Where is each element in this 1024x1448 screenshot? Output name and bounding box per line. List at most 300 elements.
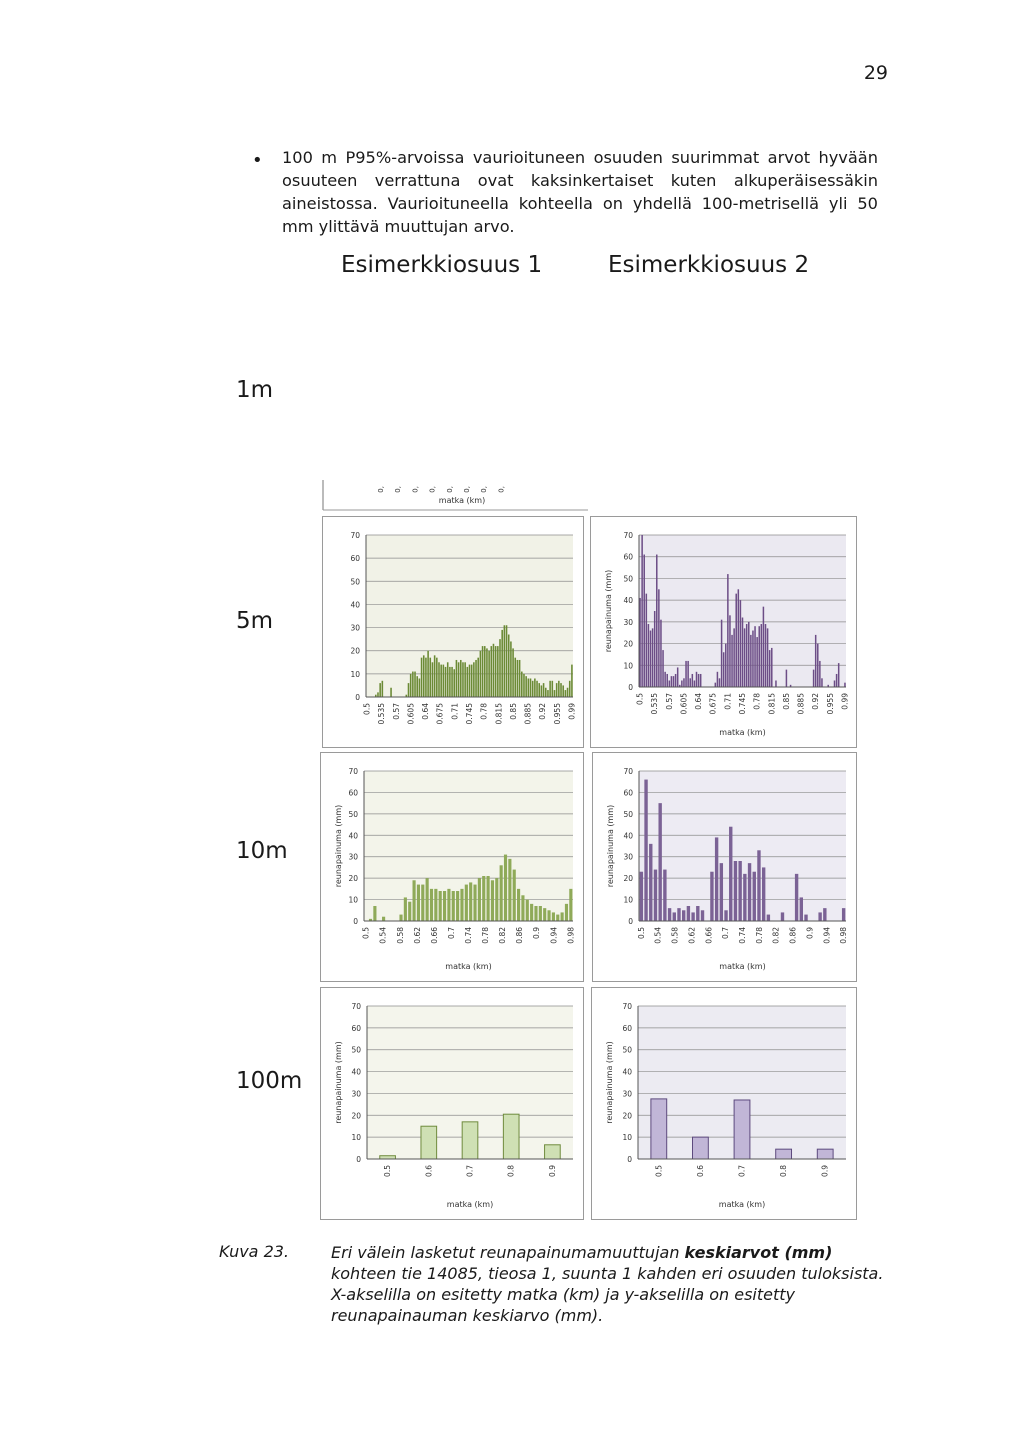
chart-frame-100m-osuus1 [320, 987, 584, 1220]
y-tick-label: 0 [628, 683, 633, 692]
bar [421, 658, 423, 697]
bar [752, 631, 754, 687]
x-tick-label: 0.99 [567, 703, 577, 720]
bar [762, 867, 765, 921]
bar [734, 861, 737, 921]
page-number: 29 [863, 62, 888, 84]
bar [493, 644, 495, 697]
y-tick-label: 30 [351, 1089, 361, 1099]
bar [484, 646, 486, 697]
bar [495, 646, 497, 697]
bar [430, 889, 433, 921]
bar [408, 902, 411, 921]
bar [640, 872, 643, 921]
bar [521, 895, 524, 921]
bar [763, 607, 765, 687]
bar [447, 889, 450, 921]
y-tick-label: 40 [623, 831, 633, 841]
bar [646, 594, 648, 687]
bar [781, 912, 784, 921]
x-tick-label: 0.7 [737, 1165, 747, 1177]
x-tick-label: 0.82 [498, 927, 508, 944]
bar [729, 615, 731, 687]
bar [549, 681, 551, 697]
x-tick-label: 0.5 [361, 927, 371, 939]
y-tick-label: 60 [623, 552, 633, 562]
bar [734, 1100, 750, 1159]
bar [439, 891, 442, 921]
bar [689, 678, 691, 687]
bar [517, 889, 520, 921]
bar [545, 1145, 561, 1159]
bar [776, 1149, 792, 1159]
y-tick-label: 60 [623, 788, 633, 798]
bar [817, 1149, 833, 1159]
bar [662, 650, 664, 687]
bar [754, 626, 756, 687]
y-axis-label: reunapainuma (mm) [605, 1041, 614, 1124]
x-tick-label: 0.98 [839, 927, 849, 944]
x-tick-label: 0.78 [754, 927, 764, 944]
bar [569, 681, 571, 697]
bar [491, 646, 493, 697]
bar [668, 908, 671, 921]
bar [644, 780, 647, 921]
x-tick-label: 0.98 [566, 927, 576, 944]
y-tick-label: 20 [622, 1111, 632, 1121]
bar [443, 665, 445, 697]
x-tick-label: 0.57 [391, 703, 401, 720]
y-tick-label: 50 [623, 809, 633, 819]
row-label-10m: 10m [236, 838, 288, 864]
partial-x-tick-label: 0, [428, 486, 437, 493]
row-label-5m: 5m [236, 608, 274, 634]
bar [675, 674, 677, 687]
bar [558, 681, 560, 697]
bar [379, 683, 381, 697]
x-tick-label: 0.6 [424, 1165, 434, 1177]
column-header-2: Esimerkkiosuus 2 [608, 252, 810, 278]
bar [419, 678, 421, 697]
bar [390, 688, 392, 697]
bar [427, 651, 429, 697]
bar [746, 624, 748, 687]
bar [478, 878, 481, 921]
x-tick-label: 0.66 [704, 927, 714, 944]
bar [513, 870, 516, 921]
chart-5m-osuus1 [323, 517, 583, 747]
bar [698, 674, 700, 687]
x-tick-label: 0.8 [779, 1165, 789, 1177]
bar [556, 683, 558, 697]
y-tick-label: 30 [350, 623, 360, 633]
bar [639, 598, 641, 687]
partial-x-tick-label: 0, [411, 486, 420, 493]
bar [482, 876, 485, 921]
bar [508, 859, 511, 921]
bar [775, 680, 777, 687]
y-axis-label: reunapainuma (mm) [334, 1041, 343, 1124]
x-tick-label: 0.745 [738, 693, 747, 715]
bar [818, 912, 821, 921]
bar [554, 690, 556, 697]
bar [571, 665, 573, 697]
x-tick-label: 0.92 [811, 693, 821, 710]
bar [545, 688, 547, 697]
chart-frame-10m-osuus2 [592, 752, 857, 982]
y-tick-label: 40 [351, 1067, 361, 1077]
bar [528, 678, 530, 697]
row-label-1m: 1m [236, 377, 274, 403]
x-tick-label: 0.66 [429, 927, 439, 944]
x-tick-label: 0.78 [481, 927, 491, 944]
bar [673, 912, 676, 921]
y-tick-label: 60 [348, 788, 358, 798]
x-tick-label: 0.5 [636, 927, 646, 939]
row-label-100m: 100m [236, 1068, 303, 1094]
bar [753, 872, 756, 921]
bar [467, 667, 469, 697]
bar [683, 678, 685, 687]
x-tick-label: 0.74 [464, 927, 473, 944]
bar [692, 674, 694, 687]
bar [458, 662, 460, 697]
bar [510, 641, 512, 697]
bar [456, 660, 458, 697]
bar [565, 690, 567, 697]
bar [462, 1122, 478, 1159]
bar [731, 635, 733, 687]
bar [404, 897, 407, 921]
chart-frame-10m-osuus1 [320, 752, 584, 982]
x-tick-label: 0.7 [465, 1165, 475, 1177]
bar [523, 674, 525, 697]
chart-10m-osuus2 [593, 753, 856, 981]
bar [654, 870, 657, 921]
bar [434, 889, 437, 921]
y-tick-label: 20 [623, 874, 633, 884]
x-tick-label: 0.86 [788, 927, 798, 944]
bar [767, 628, 769, 687]
bar [723, 652, 725, 687]
plot-area [364, 771, 573, 921]
bar [738, 589, 740, 687]
bar [453, 669, 455, 697]
bar [817, 644, 819, 687]
x-tick-label: 0.82 [771, 927, 781, 944]
y-axis-label: reunapainuma (mm) [604, 569, 613, 653]
bar [710, 872, 713, 921]
x-tick-label: 0.605 [679, 693, 689, 715]
bar [543, 683, 545, 697]
bar [486, 648, 488, 697]
bar [423, 655, 425, 697]
bar [696, 906, 699, 921]
bar [471, 665, 473, 697]
bar [482, 646, 484, 697]
bar [700, 674, 702, 687]
y-tick-label: 50 [350, 577, 360, 587]
bar [534, 906, 537, 921]
x-axis-label: matka (km) [719, 962, 766, 971]
y-tick-label: 60 [350, 554, 360, 564]
x-tick-label: 0.94 [549, 927, 559, 944]
bar [417, 885, 420, 921]
caption-text [331, 1242, 891, 1326]
bar [504, 855, 507, 921]
bar [804, 915, 807, 921]
y-tick-label: 10 [348, 895, 358, 905]
bar [495, 878, 498, 921]
bar [377, 692, 379, 697]
x-tick-label: 0.62 [412, 927, 422, 944]
x-axis-label: matka (km) [719, 728, 766, 737]
bar [693, 1137, 709, 1159]
bar [443, 891, 446, 921]
x-tick-label: 0.605 [406, 703, 416, 725]
y-tick-label: 50 [622, 1045, 632, 1055]
bar [532, 681, 534, 697]
x-tick-label: 0.54 [653, 927, 663, 944]
bar [677, 667, 679, 687]
x-tick-label: 0.745 [465, 703, 474, 725]
bar [761, 624, 763, 687]
x-tick-label: 0.58 [395, 927, 405, 944]
bar [696, 672, 698, 687]
bar [767, 915, 770, 921]
bullet-marker: • [252, 150, 263, 171]
bar [469, 665, 471, 697]
y-tick-label: 40 [348, 831, 358, 841]
caption-text-bold: keskiarvot (mm) [684, 1243, 833, 1262]
y-tick-label: 30 [622, 1089, 632, 1099]
bar [473, 885, 476, 921]
x-tick-label: 0.885 [796, 693, 806, 715]
x-tick-label: 0.9 [532, 927, 542, 939]
x-tick-label: 0.955 [825, 693, 835, 715]
bar [451, 667, 453, 697]
plot-area [639, 771, 846, 921]
y-tick-label: 50 [351, 1045, 361, 1055]
bar [530, 904, 533, 921]
bar [560, 683, 562, 697]
bar [834, 680, 836, 687]
bar [565, 904, 568, 921]
bar [541, 685, 543, 697]
bar [477, 658, 479, 697]
bar [538, 683, 540, 697]
bar [725, 644, 727, 687]
bar [681, 680, 683, 687]
y-tick-label: 20 [351, 1111, 361, 1121]
bar [440, 665, 442, 697]
bar [786, 670, 788, 687]
x-tick-label: 0.99 [840, 693, 850, 710]
x-axis-label: matka (km) [445, 962, 492, 971]
bar [663, 870, 666, 921]
x-tick-label: 0.71 [723, 693, 733, 710]
bar [727, 574, 729, 687]
y-tick-label: 0 [627, 1155, 632, 1164]
caption-text-before: Eri välein lasketut reunapainumamuuttujan [331, 1243, 685, 1262]
bar [436, 658, 438, 697]
bar [514, 658, 516, 697]
y-tick-label: 40 [350, 600, 360, 610]
y-tick-label: 0 [356, 1155, 361, 1164]
bar [552, 912, 555, 921]
bar [412, 672, 414, 697]
bar [687, 661, 689, 687]
bar [512, 648, 514, 697]
bar [641, 535, 643, 687]
bar [813, 670, 815, 687]
bar [464, 662, 466, 697]
bar [729, 827, 732, 921]
bar [561, 912, 564, 921]
y-tick-label: 10 [350, 669, 360, 679]
x-tick-label: 0.54 [378, 927, 388, 944]
bar [738, 861, 741, 921]
bar [715, 837, 718, 921]
bar [501, 630, 503, 697]
y-tick-label: 50 [348, 809, 358, 819]
x-tick-label: 0.64 [694, 693, 704, 710]
x-tick-label: 0.8 [506, 1165, 516, 1177]
y-tick-label: 0 [353, 917, 358, 926]
bar [562, 685, 564, 697]
bar [547, 690, 549, 697]
y-tick-label: 20 [348, 874, 358, 884]
bar [733, 628, 735, 687]
bar [416, 676, 418, 697]
x-tick-label: 0.5 [383, 1165, 393, 1177]
bar [717, 672, 719, 687]
bar [536, 681, 538, 697]
bar [426, 878, 429, 921]
bar [844, 683, 846, 687]
bar [429, 658, 431, 697]
bar [508, 635, 510, 697]
x-tick-label: 0.58 [670, 927, 680, 944]
bar [434, 655, 436, 697]
y-tick-label: 0 [355, 693, 360, 702]
bar [552, 681, 554, 697]
bar [658, 589, 660, 687]
bar [399, 915, 402, 921]
bar [795, 874, 798, 921]
caption-text-after: kohteen tie 14085, tieosa 1, suunta 1 kahden eri osuuden tuloksista. X-akselilla on esitetty matka (km) ja y-akselilla on esitetty reunapainauman keskiarvo (mm). [331, 1264, 884, 1325]
bar [503, 1114, 519, 1159]
chart-frame-100m-osuus2 [591, 987, 857, 1220]
bar [687, 906, 690, 921]
bar [473, 662, 475, 697]
bar [462, 662, 464, 697]
y-tick-label: 60 [622, 1023, 632, 1033]
bar [425, 658, 427, 697]
bar [547, 910, 550, 921]
bar [506, 625, 508, 697]
y-tick-label: 70 [350, 531, 360, 540]
x-tick-label: 0.815 [767, 693, 777, 715]
chart-5m-osuus2 [591, 517, 856, 747]
bar [721, 620, 723, 687]
bar [469, 882, 472, 921]
x-tick-label: 0.6 [695, 1165, 705, 1177]
x-tick-label: 0.86 [515, 927, 525, 944]
x-tick-label: 0.5 [654, 1165, 664, 1177]
chart-100m-osuus1 [321, 988, 583, 1219]
partial-x-tick-label: 0, [445, 486, 454, 493]
y-tick-label: 30 [348, 852, 358, 862]
bar [491, 880, 494, 921]
y-tick-label: 40 [623, 596, 633, 606]
bar [720, 863, 723, 921]
y-tick-label: 70 [348, 767, 358, 776]
y-axis-label: reunapainuma (mm) [606, 804, 615, 888]
bar [664, 672, 666, 687]
x-tick-label: 0.74 [738, 927, 747, 944]
y-tick-label: 40 [622, 1067, 632, 1077]
bullet-paragraph: 100 m P95%-arvoissa vaurioituneen osuuden suurimmat arvot hyvään osuuteen verrattuna ovat kaksinkertaiset kuten alkuperäisessäkin aineistossa. Vaurioituneella kohteella on yhdellä 100-metrisellä yli 50 mm ylittävä muuttujan arvo. [282, 148, 878, 236]
bar [724, 910, 727, 921]
bar [815, 635, 817, 687]
bar [569, 889, 572, 921]
column-header-1: Esimerkkiosuus 1 [341, 252, 543, 278]
bar [652, 628, 654, 687]
bar [757, 850, 760, 921]
x-tick-label: 0.7 [446, 927, 456, 939]
bar [682, 910, 685, 921]
y-tick-label: 70 [351, 1002, 361, 1011]
bar [842, 908, 845, 921]
bar [758, 626, 760, 687]
y-tick-label: 0 [628, 917, 633, 926]
y-tick-label: 30 [623, 852, 633, 862]
x-tick-label: 0.78 [479, 703, 489, 720]
bar [765, 624, 767, 687]
bar [526, 900, 529, 921]
bar [740, 600, 742, 687]
y-tick-label: 70 [623, 531, 633, 540]
bar [525, 676, 527, 697]
bar [649, 844, 652, 921]
bar [539, 906, 542, 921]
y-tick-label: 70 [623, 767, 633, 776]
bar [410, 674, 412, 697]
y-tick-label: 10 [623, 661, 633, 671]
bar [836, 674, 838, 687]
partial-x-tick-label: 0, [497, 486, 506, 493]
bar [500, 865, 503, 921]
bar [517, 660, 519, 697]
bar [656, 555, 658, 687]
x-tick-label: 0.92 [538, 703, 548, 720]
bar [694, 680, 696, 687]
bar [715, 683, 717, 687]
y-tick-label: 30 [623, 617, 633, 627]
x-axis-label: matka (km) [446, 1200, 494, 1209]
bar [480, 651, 482, 697]
bar [487, 876, 490, 921]
x-axis-label: matka (km) [718, 1200, 766, 1209]
y-tick-label: 10 [623, 895, 633, 905]
x-tick-label: 0.78 [752, 693, 762, 710]
bar [449, 667, 451, 697]
x-tick-label: 0.71 [450, 703, 460, 720]
chart-frame-5m-osuus1 [322, 516, 584, 748]
x-tick-label: 0.9 [805, 927, 815, 939]
bar [460, 889, 463, 921]
